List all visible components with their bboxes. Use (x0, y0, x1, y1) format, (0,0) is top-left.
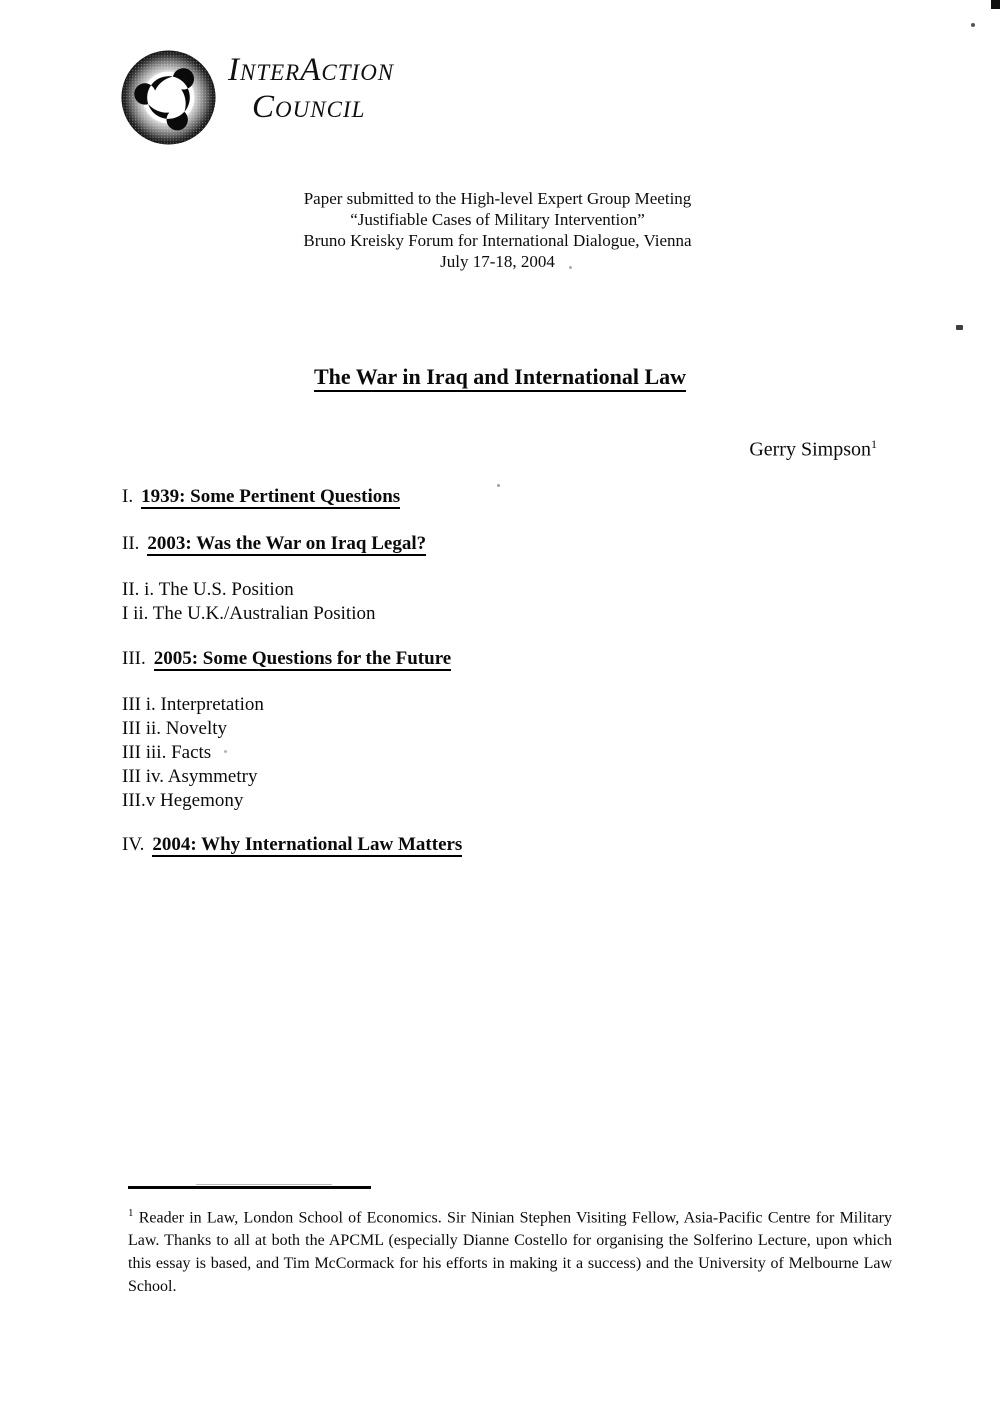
footnote-text: Reader in Law, London School of Economics. Sir Ninian Stephen Visiting Fellow, Asia-Pacific Centre for Military Law. Thanks to all at both the APCML (especially Dianne Costello for organising the Solferino Lecture, upon which this essay is based, and Tim McCormack for his efforts in making it a success) and the University of Melbourne Law School. (128, 1209, 893, 1296)
toc-section-numeral: I. (122, 486, 134, 507)
footnote-marker: 1 (128, 1207, 134, 1219)
meeting-header-line: Bruno Kreisky Forum for International Dialogue, Vienna (303, 231, 692, 250)
toc-subitem-hegemony: III.v Hegemony (122, 790, 244, 811)
toc-subitem-uk-australian-position: I ii. The U.K./Australian Position (122, 603, 376, 624)
brand-letter: I (228, 52, 240, 88)
footnote-text-block (128, 1202, 892, 1298)
toc-section-heading: 2004: Why International Law Matters (152, 834, 463, 855)
toc-section-heading: 1939: Some Pertinent Questions (141, 486, 401, 507)
author-byline (749, 437, 877, 462)
document-title-text: The War in Iraq and International Law (314, 364, 686, 392)
scan-speck (224, 750, 227, 753)
toc-section-ii (122, 533, 426, 555)
toc-section-numeral: III. (122, 648, 146, 669)
brand-letter: C (252, 89, 276, 125)
org-name (228, 54, 394, 124)
meeting-header-line: July 17-18, 2004 (440, 252, 555, 271)
toc-section-iv (122, 834, 462, 856)
toc-section-numeral: II. (122, 533, 140, 554)
scan-speck (971, 23, 975, 27)
toc-section-i (122, 486, 400, 508)
org-name-line1 (228, 54, 394, 87)
scan-corner-artifact (991, 0, 1000, 9)
document-title (0, 364, 1000, 390)
toc-subitem-novelty: III ii. Novelty (122, 718, 228, 739)
toc-section-heading: 2003: Was the War on Iraq Legal? (147, 533, 427, 554)
author-footnote-ref: 1 (871, 437, 877, 451)
meeting-header-line: “Justifiable Cases of Military Intervention” (350, 210, 645, 229)
meeting-header-line: Paper submitted to the High-level Expert Group Meeting (303, 189, 692, 208)
toc-subitem-facts: III iii. Facts (122, 742, 212, 763)
toc-section-heading: 2005: Some Questions for the Future (153, 648, 452, 669)
toc-subitem-asymmetry: III iv. Asymmetry (122, 766, 258, 787)
brand-letters: CTION (321, 60, 395, 85)
org-name-line2 (252, 91, 394, 124)
toc-subitem-interpretation: III i. Interpretation (122, 694, 264, 715)
interaction-council-logo (120, 49, 217, 146)
toc-section-iii (122, 648, 451, 670)
scan-speck (956, 325, 963, 330)
toc-subitem-us-position: II. i. The U.S. Position (122, 579, 294, 600)
triskelion-icon (120, 49, 217, 146)
brand-letter: A (300, 52, 322, 88)
footnote-separator-rule (128, 1186, 371, 1189)
author-name: Gerry Simpson (749, 438, 871, 461)
meeting-header (250, 188, 745, 272)
scan-speck (497, 484, 500, 487)
brand-letters: NTER (240, 60, 301, 85)
toc-section-numeral: IV. (122, 834, 145, 855)
brand-letters: OUNCIL (275, 97, 366, 122)
footnote-area (128, 1186, 892, 1298)
